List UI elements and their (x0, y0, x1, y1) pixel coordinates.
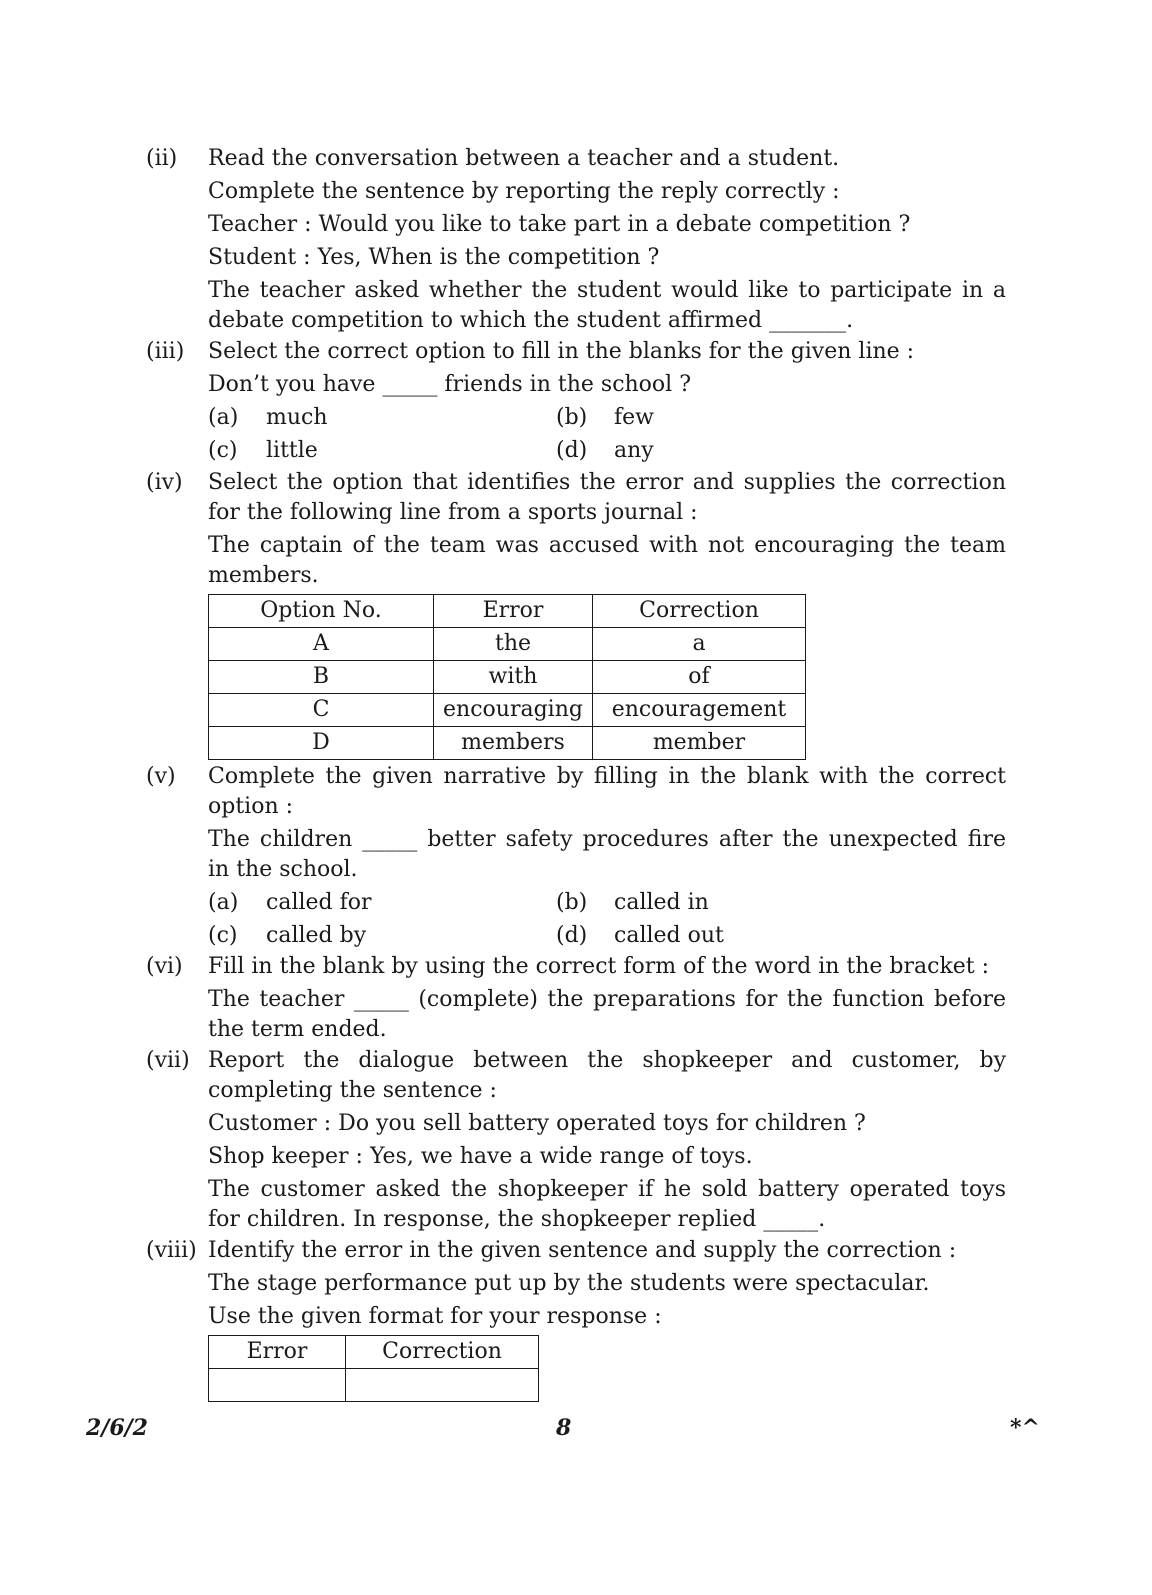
dialogue-student: Student : Yes, When is the competition ? (208, 245, 660, 270)
table-cell: the (434, 628, 593, 661)
question-text: Report the dialogue between the shopkeeper and customer, by completing the sentence : (208, 1048, 1006, 1103)
corner-mark: *^ (1010, 1415, 1040, 1441)
option-b: (b) called in (556, 890, 709, 915)
question-text: Select the correct option to fill in the blanks for the given line : (208, 339, 915, 364)
question-text: Select the option that identifies the error and supplies the correction for the following line from a sports journal : (208, 470, 1006, 525)
question-text: Complete the given narrative by filling in the blank with the correct option : (208, 764, 1006, 819)
option-c: (c) little (208, 438, 318, 463)
error-sentence: The stage performance put up by the students were spectacular. (208, 1271, 930, 1296)
table-cell: of (593, 661, 806, 694)
table-cell: encouraging (434, 694, 593, 727)
fill-in-sentence: The teacher _____ (complete) the preparations for the function before the term ended. (208, 987, 1006, 1042)
table-cell: C (209, 694, 434, 727)
question-text: Fill in the blank by using the correct form of the word in the bracket : (208, 954, 990, 979)
dialogue-teacher: Teacher : Would you like to take part in a debate competition ? (208, 212, 911, 237)
answer-cell-error[interactable] (209, 1369, 346, 1402)
option-a: (a) called for (208, 890, 372, 915)
options-grid (208, 403, 1006, 469)
table-cell: member (593, 727, 806, 760)
table-header-row (209, 1336, 539, 1369)
table-cell: D (209, 727, 434, 760)
option-c: (c) called by (208, 923, 367, 948)
header-cell: Error (209, 1336, 346, 1369)
page-number: 8 (556, 1415, 572, 1441)
table-row (209, 1369, 539, 1402)
table-row (209, 661, 806, 694)
options-grid (208, 888, 1006, 954)
table-cell: members (434, 727, 593, 760)
question-number: (iii) (146, 339, 185, 364)
table-row (209, 727, 806, 760)
option-b: (b) few (556, 405, 654, 430)
header-cell: Error (434, 595, 593, 628)
dialogue-customer: Customer : Do you sell battery operated toys for children ? (208, 1111, 866, 1136)
dialogue-shopkeeper: Shop keeper : Yes, we have a wide range of toys. (208, 1144, 753, 1169)
question-iv (146, 468, 1006, 760)
question-text: Identify the error in the given sentence and supply the correction : (208, 1238, 957, 1263)
table-row (209, 628, 806, 661)
question-viii (146, 1236, 1006, 1402)
completion-sentence: The customer asked the shopkeeper if he sold battery operated toys for children. In response, the shopkeeper replied _____. (208, 1177, 1006, 1232)
header-cell: Option No. (209, 595, 434, 628)
question-number: (viii) (146, 1238, 197, 1263)
answer-cell-correction[interactable] (346, 1369, 539, 1402)
completion-sentence: The teacher asked whether the student would like to participate in a debate competition to which the student affirmed _______. (208, 278, 1006, 333)
table-cell: B (209, 661, 434, 694)
question-v (146, 762, 1006, 954)
journal-line: The captain of the team was accused with not encouraging the team members. (208, 533, 1006, 588)
instruction-text: Complete the sentence by reporting the reply correctly : (208, 179, 840, 204)
question-vii (146, 1046, 1006, 1238)
fill-in-sentence: Don’t you have _____ friends in the school ? (208, 372, 692, 397)
table-cell: A (209, 628, 434, 661)
question-text: Read the conversation between a teacher and a student. (208, 146, 840, 171)
question-number: (vii) (146, 1048, 190, 1073)
table-header-row (209, 595, 806, 628)
option-d: (d) called out (556, 923, 724, 948)
option-a: (a) much (208, 405, 328, 430)
question-iii (146, 337, 1006, 469)
question-number: (v) (146, 764, 176, 789)
options-table (208, 594, 806, 760)
table-cell: encouragement (593, 694, 806, 727)
paper-code: 2/6/2 (86, 1415, 148, 1441)
table-cell: with (434, 661, 593, 694)
response-table (208, 1335, 539, 1402)
question-number: (iv) (146, 470, 183, 495)
option-d: (d) any (556, 438, 654, 463)
header-cell: Correction (346, 1336, 539, 1369)
question-vi (146, 952, 1006, 1048)
table-cell: a (593, 628, 806, 661)
question-number: (vi) (146, 954, 183, 979)
question-number: (ii) (146, 146, 178, 171)
narrative-sentence: The children _____ better safety procedures after the unexpected fire in the school. (208, 827, 1006, 882)
format-instruction: Use the given format for your response : (208, 1304, 662, 1329)
table-row (209, 694, 806, 727)
header-cell: Correction (593, 595, 806, 628)
question-ii (146, 144, 1006, 339)
